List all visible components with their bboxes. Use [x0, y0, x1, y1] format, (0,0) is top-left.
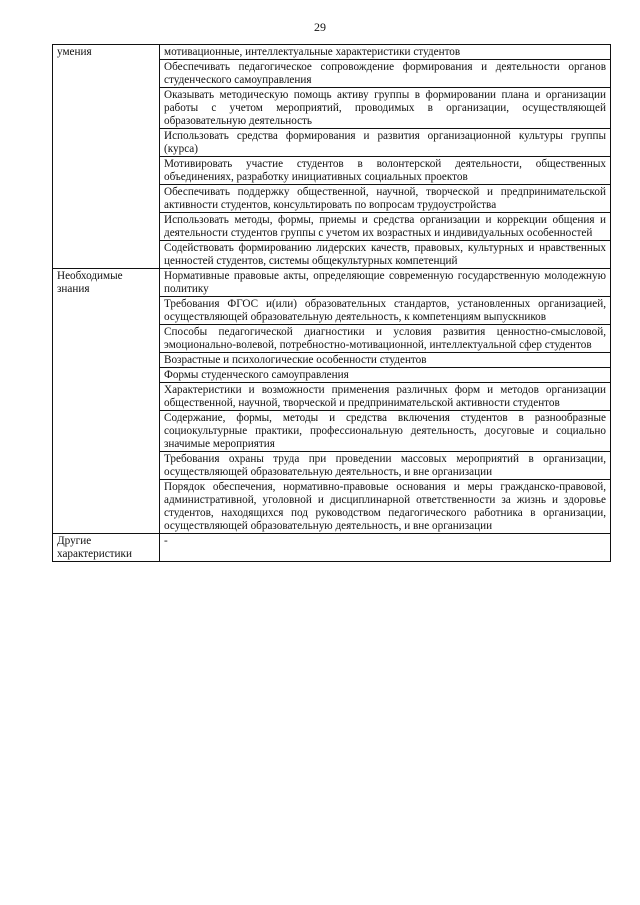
competency-table [52, 44, 611, 562]
table-cell: Требования охраны труда при проведении массовых мероприятий в организации, осуществляющей образовательную деятельность, и вне организации [160, 452, 611, 480]
row-category-knowledge: Необходимые знания [53, 269, 160, 534]
table-cell: Порядок обеспечения, нормативно-правовые основания и меры гражданско-правовой, административной, уголовной и дисциплинарной ответственности за жизнь и здоровье студентов, находящихся под руководством педагогического работника в организации, осуществляющей образовательную деятельность, и вне организации [160, 480, 611, 534]
table-cell: Использовать методы, формы, приемы и средства организации и коррекции общения и деятельности студентов группы с учетом их возрастных и индивидуальных особенностей [160, 213, 611, 241]
table-row [53, 45, 611, 60]
table-cell: мотивационные, интеллектуальные характеристики студентов [160, 45, 611, 60]
table-cell: Оказывать методическую помощь активу группы в формировании плана и организации работы с учетом мероприятий, проводимых в организации, осуществляющей образовательную деятельность [160, 88, 611, 129]
table-cell: Способы педагогической диагностики и условия развития ценностно-смысловой, эмоционально-волевой, потребностно-мотивационной, интеллектуальной сфер студентов [160, 325, 611, 353]
table-cell: Содействовать формированию лидерских качеств, правовых, культурных и нравственных ценностей студентов, системы общекультурных компетенций [160, 241, 611, 269]
page-number: 29 [314, 20, 326, 34]
table-cell: Содержание, формы, методы и средства включения студентов в разнообразные социокультурные практики, профессиональную деятельность, досуговые и социально значимые мероприятия [160, 411, 611, 452]
table-row [53, 534, 611, 562]
row-category-other: Другие характеристики [53, 534, 160, 562]
row-category-skills: умения [53, 45, 160, 269]
table-cell: Нормативные правовые акты, определяющие современную государственную молодежную политику [160, 269, 611, 297]
table-cell: Использовать средства формирования и развития организационной культуры группы (курса) [160, 129, 611, 157]
table-cell: Обеспечивать педагогическое сопровождение формирования и деятельности органов студенческого самоуправления [160, 60, 611, 88]
table-cell: Требования ФГОС и(или) образовательных стандартов, установленных организацией, осуществляющей образовательную деятельность, к компетенциям выпускников [160, 297, 611, 325]
table-cell: Характеристики и возможности применения различных форм и методов организации общественной, научной, творческой и предпринимательской активности студентов [160, 383, 611, 411]
table-cell: Мотивировать участие студентов в волонтерской деятельности, общественных объединениях, разработку инициативных социальных проектов [160, 157, 611, 185]
table-cell: Формы студенческого самоуправления [160, 368, 611, 383]
table-row [53, 269, 611, 297]
table-cell: Обеспечивать поддержку общественной, научной, творческой и предпринимательской активности студентов, консультировать по вопросам трудоустройства [160, 185, 611, 213]
table-cell: Возрастные и психологические особенности студентов [160, 353, 611, 368]
table-cell: - [160, 534, 611, 562]
